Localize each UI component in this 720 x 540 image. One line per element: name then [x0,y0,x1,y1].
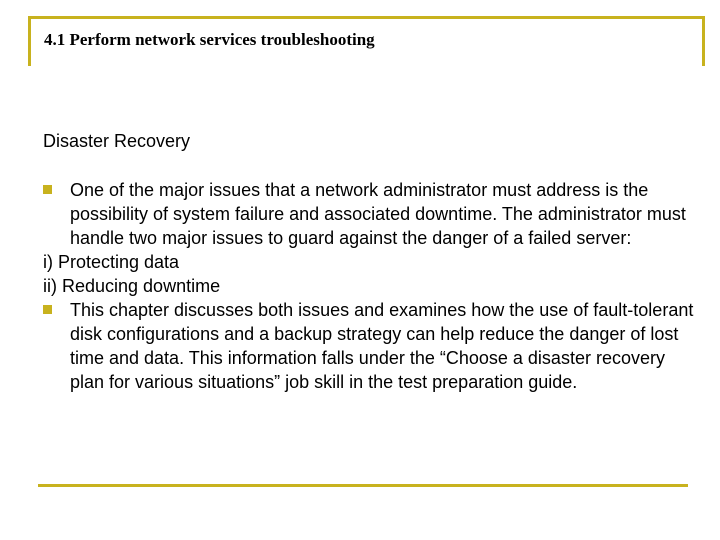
slide-body [43,178,703,394]
bullet-text: This chapter discusses both issues and examines how the use of fault-tolerant disk configurations and a backup strategy can help reduce the danger of lost time and data. This information falls under the “Choose a disaster recovery plan for various situations” job skill in the test preparation guide. [70,300,694,392]
section-heading: Disaster Recovery [43,131,191,151]
square-bullet-icon [43,185,52,194]
bullet-text: One of the major issues that a network administrator must address is the possibility of system failure and associated downtime. The administrator must handle two major issues to guard against the danger of a failed server: [70,180,686,248]
square-bullet-icon [43,305,52,314]
slide-title: 4.1 Perform network services troubleshooting [44,30,375,49]
list-line: ii) Reducing downtime [43,276,221,296]
bullet-item [43,298,703,394]
bullet-item [43,178,703,250]
list-line: i) Protecting data [43,252,180,272]
bottom-divider [38,484,688,487]
